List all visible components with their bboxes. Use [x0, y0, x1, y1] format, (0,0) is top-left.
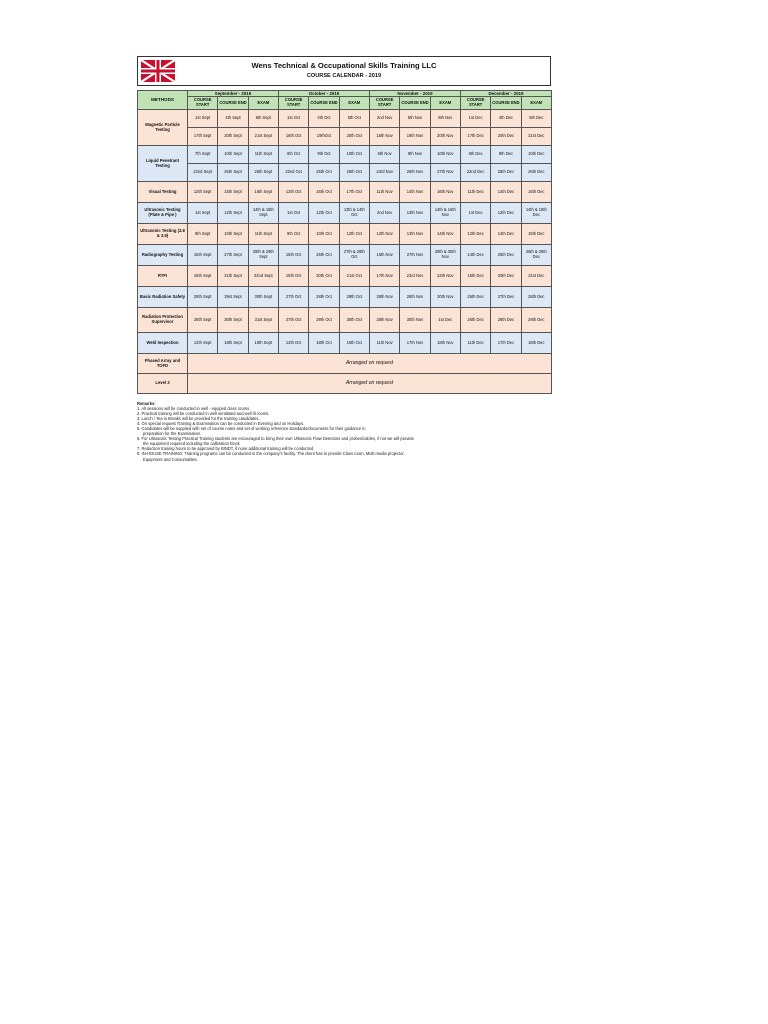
- date-cell: 9th Oct: [278, 224, 308, 245]
- remark-line: 5. Candidates will be supplied with set of course notes and set of working reference standards/documents for their guidance in: [137, 426, 366, 432]
- remarks-heading: Remarks:: [137, 401, 156, 406]
- month-header: December - 2019: [460, 91, 551, 97]
- column-header: COURSE START: [369, 97, 399, 110]
- date-cell: 15th Oct: [278, 266, 308, 287]
- date-cell: 9th Sept: [188, 224, 218, 245]
- table-row: [138, 224, 552, 245]
- date-cell: 28th Sept: [188, 308, 218, 333]
- remark-line: 6. For Ultrasonic Testing Practical Training students are encouraged to bring their own Ultrasonic Flaw Detectors and probes/cables, if not we will provide: [137, 436, 414, 442]
- date-cell: 21st Dec: [521, 128, 551, 146]
- month-header: September - 2019: [188, 91, 279, 97]
- date-cell: 1st Dec: [460, 110, 490, 128]
- date-cell: 6th Nov: [430, 110, 460, 128]
- date-cell: 17th Dec: [460, 128, 490, 146]
- date-cell: 13th Oct: [278, 182, 308, 203]
- date-cell: 9th Oct: [309, 146, 339, 164]
- table-row: [138, 164, 552, 182]
- date-cell: 10th Sept: [218, 146, 248, 164]
- arranged-on-request-cell: Arranged on request: [188, 354, 552, 374]
- date-cell: 31st Sept: [248, 308, 278, 333]
- date-cell: 14th Dec: [491, 182, 521, 203]
- date-cell: 14th Nov: [430, 224, 460, 245]
- date-cell: 23rd Nov: [369, 164, 399, 182]
- date-cell: 17th Dec: [491, 333, 521, 354]
- date-cell: 15th Dec: [521, 182, 551, 203]
- remark-line: 4. On special request Training & Examination can be conducted in Evening and on Holidays.: [137, 421, 305, 427]
- remark-line: Equipment and Consumables.: [143, 456, 198, 462]
- date-cell: 26th Sept: [248, 164, 278, 182]
- date-cell: 27th Dec: [491, 287, 521, 308]
- date-cell: 15th Dec: [460, 266, 490, 287]
- date-cell: 20th Oct: [309, 266, 339, 287]
- date-cell: 14th & 15th Sept: [248, 203, 278, 224]
- remark-line: the equipment required including the calibration block: [143, 441, 240, 447]
- method-cell: Ultrasonic Testing (Plate & Pipe ): [138, 203, 188, 224]
- date-cell: 21st Sept: [248, 128, 278, 146]
- date-cell: 25th Dec: [491, 164, 521, 182]
- date-cell: 27th & 28th Oct: [339, 245, 369, 266]
- remark-line: 1. All sessions will be conducted in well - equiped class rooms.: [137, 406, 251, 412]
- date-cell: 28th Dec: [491, 308, 521, 333]
- date-cell: 6th Dec: [460, 146, 490, 164]
- date-cell: 16th Sept: [188, 245, 218, 266]
- date-cell: 28th Sept: [188, 287, 218, 308]
- date-cell: 13th & 14th Oct: [339, 203, 369, 224]
- date-cell: 17th Nov: [400, 333, 430, 354]
- month-header: November - 2019: [369, 91, 460, 97]
- column-header: COURSE START: [460, 97, 490, 110]
- date-cell: 1st Sept: [188, 203, 218, 224]
- date-cell: 30th Sept: [248, 287, 278, 308]
- date-cell: 10th Dec: [521, 146, 551, 164]
- date-cell: 30th Oct: [339, 308, 369, 333]
- method-cell: Magnetic Particle Testing: [138, 110, 188, 146]
- date-cell: 10th Oct: [339, 146, 369, 164]
- methods-header: METHODS: [138, 91, 188, 110]
- table-row: [138, 128, 552, 146]
- date-cell: 17th Nov: [369, 266, 399, 287]
- date-cell: 26th Dec: [460, 287, 490, 308]
- method-cell: Basic Radiation Safety: [138, 287, 188, 308]
- date-cell: 30th Nov: [430, 287, 460, 308]
- date-cell: 28th Nov: [369, 308, 399, 333]
- date-cell: 28th Dec: [521, 287, 551, 308]
- column-header: COURSE END: [309, 97, 339, 110]
- date-cell: 2nd Nov: [369, 203, 399, 224]
- method-cell: RTFI: [138, 266, 188, 287]
- date-cell: 26th & 28th Dec: [521, 245, 551, 266]
- date-cell: 29st Sept: [218, 287, 248, 308]
- date-cell: 2nd Nov: [369, 110, 399, 128]
- column-header: EXAM: [339, 97, 369, 110]
- date-cell: 24th Nov: [430, 266, 460, 287]
- date-cell: 27th Oct: [278, 287, 308, 308]
- date-cell: 28th Oct: [309, 287, 339, 308]
- date-cell: 23rd Nov: [400, 266, 430, 287]
- table-row: [138, 287, 552, 308]
- calendar-sheet: [137, 56, 551, 462]
- remark-line: 7. Reduction training hours to be approved by BINDT, if none additional training will be conducted.: [137, 446, 315, 452]
- date-cell: 12th Sept: [188, 182, 218, 203]
- remark-line: 3. Lunch / Tea in Breaks will be provided for the training candidates.: [137, 416, 260, 422]
- table-row: [138, 110, 552, 128]
- method-cell: Level 3: [138, 374, 188, 394]
- company-title: Wens Technical & Occupational Skills Training LLC: [251, 61, 437, 70]
- date-cell: 17th Sept: [188, 128, 218, 146]
- date-cell: 25th Oct: [309, 164, 339, 182]
- date-cell: 1st Oct: [278, 110, 308, 128]
- column-header: EXAM: [430, 97, 460, 110]
- date-cell: 10th Nov: [430, 146, 460, 164]
- date-cell: 20th Oct: [339, 128, 369, 146]
- table-row: [138, 245, 552, 266]
- date-cell: 1st Dec: [460, 203, 490, 224]
- document-header: [137, 56, 551, 86]
- method-cell: Weld Inspection: [138, 333, 188, 354]
- date-cell: 11th Sept: [248, 224, 278, 245]
- date-cell: 27th Oct: [278, 308, 308, 333]
- method-cell: Ultrasonic Testing (3.8 & 3.9): [138, 224, 188, 245]
- date-cell: 14th Nov: [400, 182, 430, 203]
- date-cell: 6th Oct: [278, 146, 308, 164]
- table-row: [138, 333, 552, 354]
- date-cell: 21st Dec: [521, 266, 551, 287]
- date-cell: 22nd Sept: [188, 164, 218, 182]
- table-row: [138, 308, 552, 333]
- date-cell: 9th Nov: [400, 146, 430, 164]
- date-cell: 26th Oct: [339, 164, 369, 182]
- date-cell: 21th Sept: [218, 266, 248, 287]
- date-cell: 17th Oct: [339, 182, 369, 203]
- column-header: COURSE START: [278, 97, 308, 110]
- date-cell: 20th Sept: [218, 128, 248, 146]
- date-cell: 26th Oct: [309, 245, 339, 266]
- table-row: [138, 146, 552, 164]
- date-cell: 30th Nov: [400, 308, 430, 333]
- date-cell: 10th Oct: [309, 224, 339, 245]
- date-cell: 11th Dec: [460, 182, 490, 203]
- date-cell: 18th Sept: [218, 333, 248, 354]
- method-cell: Visual Testing: [138, 182, 188, 203]
- date-cell: 19th Oct: [339, 333, 369, 354]
- remarks-section: [137, 401, 551, 462]
- date-cell: 28th & 29th Sept: [248, 245, 278, 266]
- date-cell: 29th Dec: [521, 308, 551, 333]
- column-header: EXAM: [248, 97, 278, 110]
- date-cell: 11th Dec: [460, 333, 490, 354]
- column-header: COURSE END: [218, 97, 248, 110]
- table-row: [138, 203, 552, 224]
- date-cell: 30th Sept: [218, 308, 248, 333]
- method-cell: Phased Array and TOFD: [138, 354, 188, 374]
- date-cell: 1st Dec: [430, 308, 460, 333]
- date-cell: 26th Dec: [460, 308, 490, 333]
- date-cell: 16th Nov: [369, 128, 399, 146]
- date-cell: 4th Sept: [218, 110, 248, 128]
- date-cell: 19th Nov: [400, 128, 430, 146]
- date-cell: 18th Nov: [430, 333, 460, 354]
- date-cell: 12th Oct: [339, 224, 369, 245]
- date-cell: 28th Nov: [369, 287, 399, 308]
- date-cell: 12th Sept: [218, 203, 248, 224]
- date-cell: 19th Sept: [248, 333, 278, 354]
- date-cell: 11th Nov: [369, 182, 399, 203]
- calendar-title: COURSE CALENDAR - 2019: [306, 73, 382, 79]
- date-cell: 16th Sept: [188, 266, 218, 287]
- date-cell: 5th Dec: [521, 110, 551, 128]
- remark-line: 2. Practical training will be conducted in well ventilated and well lit rooms.: [137, 411, 270, 417]
- column-header: COURSE END: [491, 97, 521, 110]
- method-cell: Radiation Protection Supervisor: [138, 308, 188, 333]
- date-cell: 13th Nov: [400, 224, 430, 245]
- date-cell: 27th Nov: [400, 245, 430, 266]
- date-cell: 27th Nov: [430, 164, 460, 182]
- date-cell: 6th Nov: [369, 146, 399, 164]
- date-cell: 22nd Sept: [248, 266, 278, 287]
- method-cell: Liquid Penetrant Testing: [138, 146, 188, 182]
- date-cell: 18th Oct: [309, 333, 339, 354]
- date-cell: 14th Dec: [460, 245, 490, 266]
- date-cell: 4th Oct: [309, 110, 339, 128]
- date-cell: 15th Sept: [218, 182, 248, 203]
- date-cell: 10th Sept: [218, 224, 248, 245]
- date-cell: 29th Oct: [339, 287, 369, 308]
- course-calendar-table: [137, 90, 552, 394]
- table-row: [138, 182, 552, 203]
- remark-line: preparation for the Examination.: [143, 431, 202, 437]
- date-cell: 20th Nov: [430, 128, 460, 146]
- date-cell: 20th Dec: [491, 128, 521, 146]
- date-cell: 16th Nov: [430, 182, 460, 203]
- date-cell: 26th Nov: [400, 164, 430, 182]
- date-cell: 4th Dec: [491, 110, 521, 128]
- date-cell: 29th Oct: [309, 308, 339, 333]
- date-cell: 13th Nov: [400, 203, 430, 224]
- table-row: [138, 266, 552, 287]
- date-cell: 15th Oct: [278, 245, 308, 266]
- date-cell: 5th Nov: [400, 110, 430, 128]
- date-cell: 25th Sept: [218, 164, 248, 182]
- date-cell: 1st Oct: [278, 203, 308, 224]
- date-cell: 14th Dec: [491, 224, 521, 245]
- column-header: COURSE END: [400, 97, 430, 110]
- date-cell: 26th Dec: [521, 164, 551, 182]
- date-cell: 16th Nov: [369, 245, 399, 266]
- date-cell: 12th Dec: [491, 203, 521, 224]
- date-cell: 28th & 30th Nov: [430, 245, 460, 266]
- date-cell: 12th Dec: [460, 224, 490, 245]
- date-cell: 12th Oct: [309, 203, 339, 224]
- date-cell: 1st Sept: [188, 110, 218, 128]
- date-cell: 22nd Oct: [278, 164, 308, 182]
- date-cell: 16th Oct: [309, 182, 339, 203]
- remark-line: 8. IN-HOUSE TRAINING: Training programs can be conducted in the company's facility. The client has to provide Class room, Multi media projector,: [137, 451, 405, 457]
- date-cell: 18th Dec: [521, 333, 551, 354]
- date-cell: 25th Dec: [491, 245, 521, 266]
- request-row: [138, 374, 552, 394]
- date-cell: 7th Sept: [188, 146, 218, 164]
- date-cell: 16th Sept: [248, 182, 278, 203]
- date-cell: 11th Sept: [248, 146, 278, 164]
- request-row: [138, 354, 552, 374]
- date-cell: 19thOct: [309, 128, 339, 146]
- arranged-on-request-cell: Arranged on request: [188, 374, 552, 394]
- column-header: COURSE START: [188, 97, 218, 110]
- month-header: October - 2019: [278, 91, 369, 97]
- date-cell: 29th Nov: [400, 287, 430, 308]
- date-cell: 22nd Dec: [460, 164, 490, 182]
- date-cell: 21st Oct: [339, 266, 369, 287]
- date-cell: 14th & 15th Dec: [521, 203, 551, 224]
- date-cell: 5th Sept: [248, 110, 278, 128]
- date-cell: 15th Dec: [521, 224, 551, 245]
- column-header: EXAM: [521, 97, 551, 110]
- date-cell: 11th Nov: [369, 333, 399, 354]
- date-cell: 9th Dec: [491, 146, 521, 164]
- date-cell: 27th Sept: [218, 245, 248, 266]
- date-cell: 14th & 16th Nov: [430, 203, 460, 224]
- date-cell: 12th Oct: [278, 333, 308, 354]
- date-cell: 5th Oct: [339, 110, 369, 128]
- date-cell: 16th Oct: [278, 128, 308, 146]
- date-cell: 12th Sept: [188, 333, 218, 354]
- date-cell: 12th Nov: [369, 224, 399, 245]
- date-cell: 20th Dec: [491, 266, 521, 287]
- method-cell: Radiography Testing: [138, 245, 188, 266]
